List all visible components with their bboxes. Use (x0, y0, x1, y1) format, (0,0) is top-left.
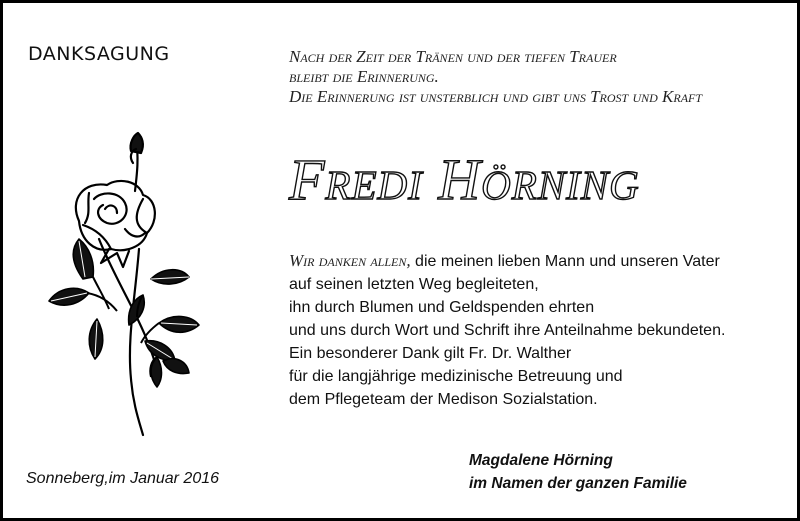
body-line: auf seinen letzten Weg begleiteten, (289, 276, 539, 293)
body-line: für die langjährige medizinische Betreuung und (289, 368, 623, 385)
body-first-line-rest: die meinen lieben Mann und unseren Vater (410, 253, 720, 270)
place-date: Sonneberg,im Januar 2016 (26, 470, 220, 487)
body-line: und uns durch Wort und Schrift ihre Anteilnahme bekundeten. (289, 322, 726, 339)
heading: DANKSAGUNG (28, 43, 170, 65)
body-line: dem Pflegeteam der Medison Sozialstation. (289, 391, 598, 408)
quote-line: bleibt die Erinnerung. (289, 67, 439, 86)
signature-name: Magdalene Hörning (469, 452, 613, 469)
quote-line: Die Erinnerung ist unsterblich und gibt uns Trost und Kraft (289, 87, 703, 106)
quote (289, 47, 789, 107)
deceased-name: Fredi Hörning (289, 147, 640, 212)
body-line: ihn durch Blumen und Geldspenden ehrten (289, 299, 595, 316)
rose-icon (39, 129, 209, 439)
signature (469, 449, 687, 495)
quote-line: Nach der Zeit der Tränen und der tiefen Trauer (289, 47, 617, 66)
thank-you-text (289, 249, 789, 411)
body-lead: Wir danken allen, (289, 251, 411, 270)
body-line (289, 249, 789, 273)
signature-family: im Namen der ganzen Familie (469, 475, 687, 492)
body-line: Ein besonderer Dank gilt Fr. Dr. Walther (289, 345, 572, 362)
